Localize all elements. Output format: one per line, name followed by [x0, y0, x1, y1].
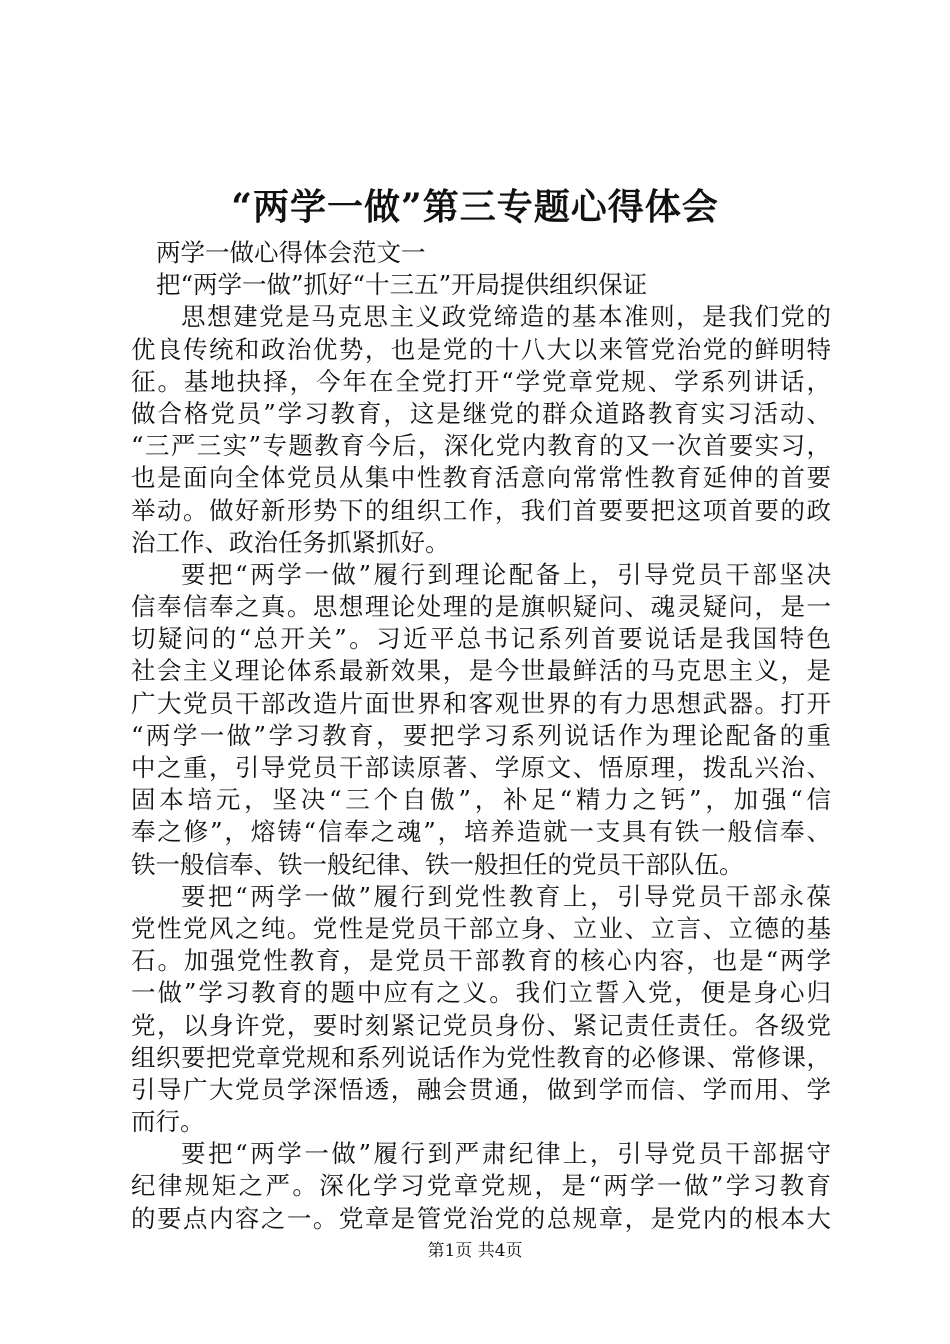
text-line: 铁一般信奉、铁一般纪律、铁一般担任的党员干部队伍。	[131, 849, 744, 879]
text-line: 切疑问的“总开关”。习近平总书记系列首要说话是我国特色	[131, 624, 831, 654]
text-line: 治工作、政治任务抓紧抓好。	[131, 527, 450, 557]
text-line: 奉之修”，熔铸“信奉之魂”，培养造就一支具有铁一般信奉、	[131, 817, 831, 847]
text-line: 要把“两学一做”履行到严肃纪律上，引导党员干部据守	[181, 1139, 831, 1169]
text-line: 要把“两学一做”履行到党性教育上，引导党员干部永葆	[181, 881, 831, 911]
text-line: 的要点内容之一。党章是管党治党的总规章，是党内的根本大	[131, 1203, 831, 1233]
text-line: 思想建党是马克思主义政党缔造的基本准则，是我们党的	[181, 302, 831, 332]
text-line: 把“两学一做”抓好“十三五”开局提供组织保证	[156, 270, 648, 300]
text-line: 信奉信奉之真。思想理论处理的是旗帜疑问、魂灵疑问，是一	[131, 592, 831, 622]
text-line: 也是面向全体党员从集中性教育活意向常常性教育延伸的首要	[131, 463, 831, 493]
document-body	[131, 237, 831, 1235]
text-line: 征。基地抉择，今年在全党打开“学党章党规、学系列讲话，	[131, 366, 831, 396]
text-line: 石。加强党性教育，是党员干部教育的核心内容，也是“两学	[131, 946, 831, 976]
text-line: 纪律规矩之严。深化学习党章党规，是“两学一做”学习教育	[131, 1171, 831, 1201]
text-line: 优良传统和政治优势，也是党的十八大以来管党治党的鲜明特	[131, 334, 831, 364]
text-line: 做合格党员”学习教育，这是继党的群众道路教育实习活动、	[131, 398, 831, 428]
text-line: 两学一做心得体会范文一	[156, 238, 426, 267]
text-line: 社会主义理论体系最新效果，是今世最鲜活的马克思主义，是	[131, 656, 831, 686]
text-line: 举动。做好新形势下的组织工作，我们首要要把这项首要的政	[131, 495, 831, 525]
document-title: “两学一做”第三专题心得体会	[231, 186, 719, 228]
text-line: 党，以身许党，要时刻紧记党员身份、紧记责任责任。各级党	[131, 1010, 831, 1040]
text-line: 要把“两学一做”履行到理论配备上，引导党员干部坚决	[181, 559, 831, 589]
text-line: “三严三实”专题教育今后，深化党内教育的又一次首要实习，	[131, 431, 831, 461]
text-line: 一做”学习教育的题中应有之义。我们立誓入党，便是身心归	[131, 978, 831, 1008]
text-line: 组织要把党章党规和系列说话作为党性教育的必修课、常修课，	[131, 1042, 831, 1072]
text-line: 广大党员干部改造片面世界和客观世界的有力思想武器。打开	[131, 688, 831, 718]
text-line: 中之重，引导党员干部读原著、学原文、悟原理，拨乱兴治、	[131, 753, 831, 782]
page-footer: 第1页 共4页	[427, 1241, 523, 1261]
text-line: 党性党风之纯。党性是党员干部立身、立业、立言、立德的基	[131, 913, 831, 943]
text-line: “两学一做”学习教育，要把学习系列说话作为理论配备的重	[131, 720, 831, 750]
text-line: 固本培元，坚决“三个自傲”，补足“精力之钙”，加强“信	[131, 785, 831, 815]
text-line: 而行。	[131, 1107, 205, 1137]
text-line: 引导广大党员学深悟透，融会贯通，做到学而信、学而用、学	[131, 1074, 831, 1104]
